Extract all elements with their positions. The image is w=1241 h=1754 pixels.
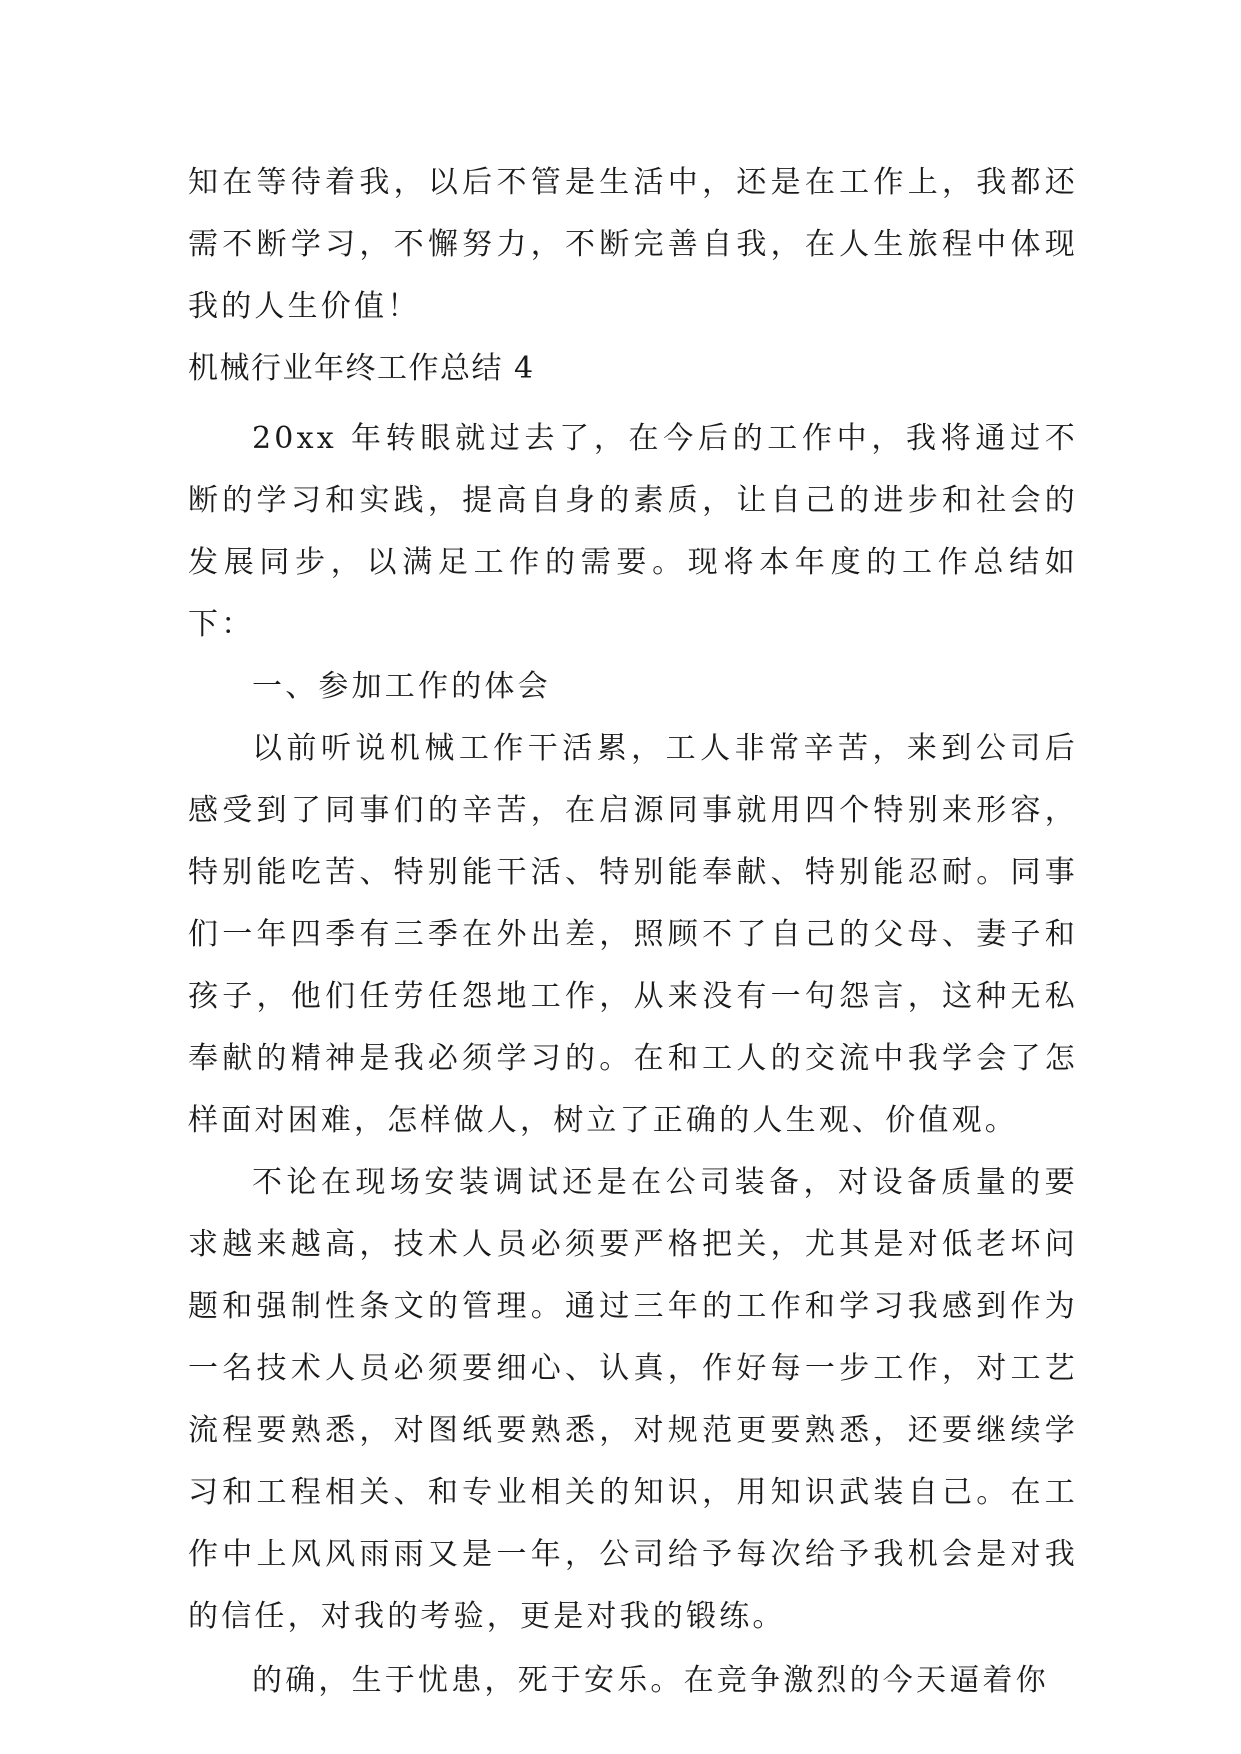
body-paragraph-1: 以前听说机械工作干活累，工人非常辛苦，来到公司后感受到了同事们的辛苦，在启源同事就用四个特别来形容，特别能吃苦、特别能干活、特别能奉献、特别能忍耐。同事们一年四季有三季在外出差，照顾不了自己的父母、妻子和孩子，他们任劳任怨地工作，从来没有一句怨言，这种无私奉献的精神是我必须学习的。在和工人的交流中我学会了怎样面对困难，怎样做人，树立了正确的人生观、价值观。 <box>188 731 1078 1138</box>
document-body <box>188 152 1078 1712</box>
body-paragraph-2: 不论在现场安装调试还是在公司装备，对设备质量的要求越来越高，技术人员必须要严格把关，尤其是对低老坏问题和强制性条文的管理。通过三年的工作和学习我感到作为一名技术人员必须要细心、认真，作好每一步工作，对工艺流程要熟悉，对图纸要熟悉，对规范更要熟悉，还要继续学习和工程相关、和专业相关的知识，用知识武装自己。在工作中上风风雨雨又是一年，公司给予每次给予我机会是对我的信任，对我的考验，更是对我的锻练。 <box>188 1165 1078 1634</box>
continued-paragraph: 知在等待着我，以后不管是生活中，还是在工作上，我都还需不断学习，不懈努力，不断完善自我，在人生旅程中体现我的人生价值！ <box>188 165 1078 324</box>
intro-paragraph: 20xx 年转眼就过去了，在今后的工作中，我将通过不断的学习和实践，提高自身的素质，让自己的进步和社会的发展同步，以满足工作的需要。现将本年度的工作总结如下： <box>188 421 1078 642</box>
subheading: 一、参加工作的体会 <box>252 669 551 704</box>
body-paragraph-3: 的确，生于忧患，死于安乐。在竞争激烈的今天逼着你 <box>252 1663 1049 1698</box>
section-title: 机械行业年终工作总结 4 <box>188 351 535 386</box>
